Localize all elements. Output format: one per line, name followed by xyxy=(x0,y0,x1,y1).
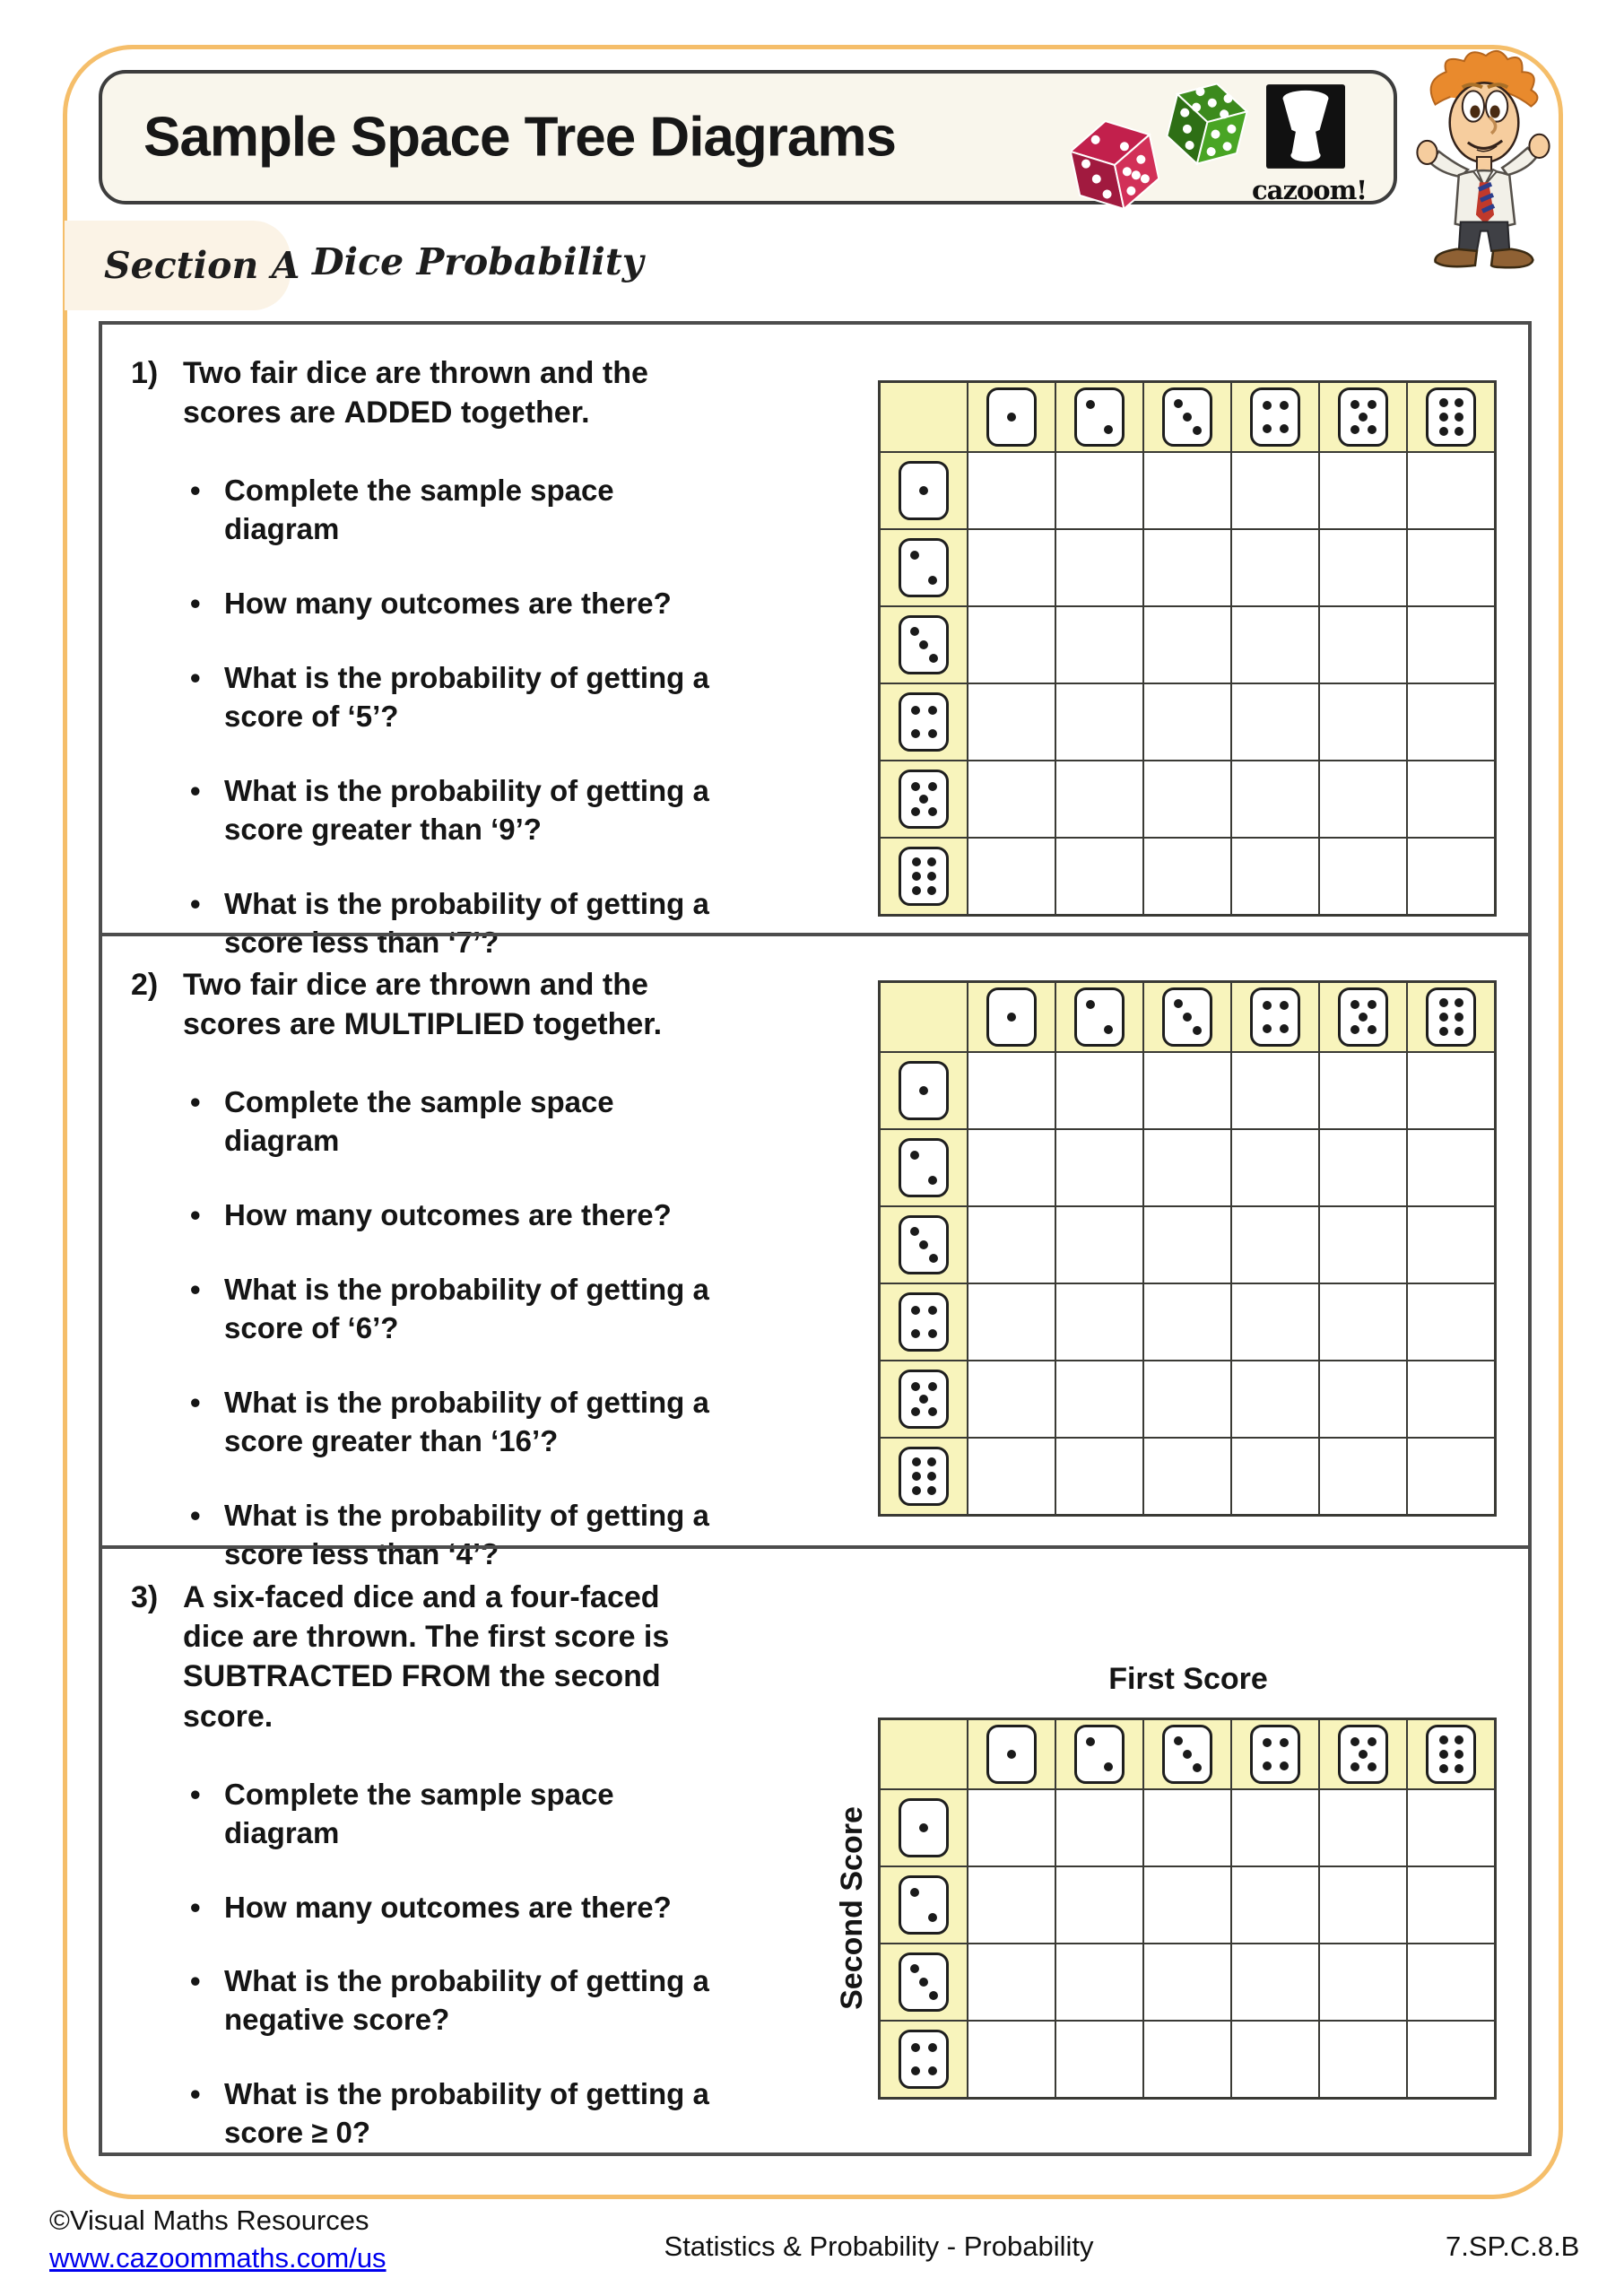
column-header-die-1 xyxy=(968,982,1055,1053)
answer-cell-r2c3[interactable] xyxy=(1143,1866,1231,1944)
answer-cell-r4c4[interactable] xyxy=(1231,1283,1319,1361)
answer-cell-r4c3[interactable] xyxy=(1143,1283,1231,1361)
die-face-3 xyxy=(899,1215,949,1274)
column-header-die-5 xyxy=(1319,382,1407,453)
answer-cell-r1c1[interactable] xyxy=(968,1052,1055,1129)
die-face-1 xyxy=(986,387,1037,447)
answer-cell-r3c3[interactable] xyxy=(1143,1206,1231,1283)
sample-space-grid-3-wrap xyxy=(878,1718,1497,2100)
answer-cell-r4c4[interactable] xyxy=(1231,683,1319,761)
question-bullet: • What is the probability of getting a score greater than ‘9’? xyxy=(224,772,726,849)
answer-cell-r3c4[interactable] xyxy=(1231,1206,1319,1283)
answer-cell-r6c1[interactable] xyxy=(968,838,1055,916)
die-face-1 xyxy=(986,987,1037,1047)
row-header-die-6 xyxy=(880,838,968,916)
answer-cell-r2c5[interactable] xyxy=(1319,1129,1407,1206)
row-header-die-2 xyxy=(880,1866,968,1944)
answer-cell-r4c1[interactable] xyxy=(968,683,1055,761)
row-header-die-4 xyxy=(880,2021,968,2099)
answer-cell-r2c5[interactable] xyxy=(1319,529,1407,606)
question-bullet: • What is the probability of getting a score less than ‘4’? xyxy=(224,1497,726,1574)
answer-cell-r3c1[interactable] xyxy=(968,1206,1055,1283)
die-face-2 xyxy=(899,538,949,597)
answer-cell-r1c6[interactable] xyxy=(1407,1789,1496,1866)
grid-corner-cell xyxy=(880,1719,968,1790)
answer-cell-r6c4[interactable] xyxy=(1231,838,1319,916)
die-face-3 xyxy=(899,1952,949,2012)
answer-cell-r2c1[interactable] xyxy=(968,529,1055,606)
question-number: 2) xyxy=(131,968,159,1002)
column-header-die-4 xyxy=(1231,982,1319,1053)
answer-cell-r4c4[interactable] xyxy=(1231,2021,1319,2099)
die-face-4 xyxy=(899,1292,949,1352)
answer-cell-r5c4[interactable] xyxy=(1231,761,1319,838)
die-face-6 xyxy=(1426,1725,1476,1784)
answer-cell-r2c6[interactable] xyxy=(1407,529,1496,606)
answer-cell-r2c4[interactable] xyxy=(1231,529,1319,606)
row-header-die-1 xyxy=(880,452,968,529)
column-header-die-3 xyxy=(1143,382,1231,453)
die-face-3 xyxy=(1162,987,1212,1047)
die-face-6 xyxy=(899,1447,949,1506)
answer-cell-r5c4[interactable] xyxy=(1231,1361,1319,1438)
row-header-die-1 xyxy=(880,1052,968,1129)
die-face-4 xyxy=(1250,1725,1300,1784)
question-bullet: • Complete the sample space diagram xyxy=(224,1083,726,1161)
answer-cell-r2c6[interactable] xyxy=(1407,1866,1496,1944)
column-header-die-3 xyxy=(1143,982,1231,1053)
answer-cell-r5c5[interactable] xyxy=(1319,1361,1407,1438)
second-score-label: Second Score xyxy=(834,1805,869,2010)
die-face-4 xyxy=(899,692,949,752)
die-face-6 xyxy=(1426,987,1476,1047)
cazoom-logo-text: cazoom! xyxy=(1252,175,1368,205)
question-bullet: • What is the probability of getting a score less than ‘7’? xyxy=(224,885,726,962)
answer-cell-r2c2[interactable] xyxy=(1055,529,1143,606)
answer-cell-r5c2[interactable] xyxy=(1055,761,1143,838)
row-header-die-6 xyxy=(880,1438,968,1516)
answer-cell-r1c4[interactable] xyxy=(1231,1052,1319,1129)
die-face-2 xyxy=(1074,387,1125,447)
answer-cell-r6c4[interactable] xyxy=(1231,1438,1319,1516)
question-1-section xyxy=(102,325,1528,959)
question-3-section xyxy=(102,1545,1528,2152)
question-intro: A six-faced dice and a four-faced dice are thrown. The first score is SUBTRACTED FROM the second score. xyxy=(183,1580,670,1734)
answer-cell-r6c2[interactable] xyxy=(1055,1438,1143,1516)
row-header-die-5 xyxy=(880,1361,968,1438)
answer-cell-r1c1[interactable] xyxy=(968,452,1055,529)
answer-cell-r2c4[interactable] xyxy=(1231,1866,1319,1944)
column-header-die-4 xyxy=(1231,1719,1319,1790)
question-bullets xyxy=(131,1776,723,2152)
footer-topic: Statistics & Probability - Probability xyxy=(664,2231,1094,2262)
die-face-4 xyxy=(1250,387,1300,447)
answer-cell-r3c1[interactable] xyxy=(968,1944,1055,2021)
answer-cell-r2c5[interactable] xyxy=(1319,1866,1407,1944)
column-header-die-1 xyxy=(968,1719,1055,1790)
answer-cell-r4c6[interactable] xyxy=(1407,2021,1496,2099)
column-header-die-1 xyxy=(968,382,1055,453)
section-topic: Dice Probability xyxy=(312,240,644,283)
column-header-die-4 xyxy=(1231,382,1319,453)
answer-cell-r4c1[interactable] xyxy=(968,1283,1055,1361)
die-face-5 xyxy=(1338,387,1388,447)
column-header-die-2 xyxy=(1055,382,1143,453)
question-bullet: • What is the probability of getting a negative score? xyxy=(224,1962,726,2039)
section-label-pill xyxy=(65,221,300,310)
answer-cell-r1c5[interactable] xyxy=(1319,1052,1407,1129)
sample-space-grid-1-wrap xyxy=(878,380,1497,917)
answer-cell-r3c5[interactable] xyxy=(1319,1206,1407,1283)
answer-cell-r2c3[interactable] xyxy=(1143,529,1231,606)
questions-container xyxy=(99,321,1532,2156)
answer-cell-r6c5[interactable] xyxy=(1319,838,1407,916)
row-header-die-3 xyxy=(880,606,968,683)
die-face-4 xyxy=(899,2030,949,2089)
question-3-text xyxy=(131,1578,723,2188)
answer-cell-r3c2[interactable] xyxy=(1055,606,1143,683)
row-header-die-2 xyxy=(880,1129,968,1206)
answer-cell-r6c6[interactable] xyxy=(1407,838,1496,916)
die-face-2 xyxy=(899,1875,949,1935)
answer-cell-r1c2[interactable] xyxy=(1055,452,1143,529)
die-face-6 xyxy=(1426,387,1476,447)
answer-cell-r4c2[interactable] xyxy=(1055,1283,1143,1361)
column-header-die-5 xyxy=(1319,982,1407,1053)
die-face-6 xyxy=(899,847,949,906)
cazoom-logo xyxy=(1252,84,1368,205)
question-bullet: • What is the probability of getting a score of ‘6’? xyxy=(224,1271,726,1348)
answer-cell-r5c3[interactable] xyxy=(1143,761,1231,838)
die-face-1 xyxy=(899,461,949,520)
answer-cell-r2c1[interactable] xyxy=(968,1866,1055,1944)
question-bullet: • What is the probability of getting a score ≥ 0? xyxy=(224,2075,726,2152)
die-face-4 xyxy=(1250,987,1300,1047)
die-face-5 xyxy=(899,1370,949,1429)
die-face-5 xyxy=(899,770,949,829)
red-die-icon xyxy=(1071,113,1163,213)
answer-cell-r4c3[interactable] xyxy=(1143,2021,1231,2099)
footer-copyright: ©Visual Maths Resources xyxy=(49,2205,369,2236)
column-header-die-5 xyxy=(1319,1719,1407,1790)
answer-cell-r2c2[interactable] xyxy=(1055,1866,1143,1944)
answer-cell-r1c6[interactable] xyxy=(1407,452,1496,529)
row-header-die-4 xyxy=(880,683,968,761)
answer-cell-r5c1[interactable] xyxy=(968,761,1055,838)
die-face-1 xyxy=(986,1725,1037,1784)
answer-cell-r1c3[interactable] xyxy=(1143,452,1231,529)
die-face-5 xyxy=(1338,1725,1388,1784)
answer-cell-r4c5[interactable] xyxy=(1319,2021,1407,2099)
die-face-1 xyxy=(899,1061,949,1120)
grid-corner-cell xyxy=(880,382,968,453)
die-face-2 xyxy=(1074,1725,1125,1784)
die-face-1 xyxy=(899,1798,949,1857)
answer-cell-r6c6[interactable] xyxy=(1407,1438,1496,1516)
answer-cell-r6c2[interactable] xyxy=(1055,838,1143,916)
answer-cell-r3c3[interactable] xyxy=(1143,606,1231,683)
answer-cell-r3c6[interactable] xyxy=(1407,1944,1496,2021)
answer-cell-r1c6[interactable] xyxy=(1407,1052,1496,1129)
answer-cell-r5c5[interactable] xyxy=(1319,761,1407,838)
question-bullet: • How many outcomes are there? xyxy=(224,585,726,623)
row-header-die-5 xyxy=(880,761,968,838)
footer-website-link[interactable]: www.cazoommaths.com/us xyxy=(49,2242,386,2274)
column-header-die-3 xyxy=(1143,1719,1231,1790)
answer-cell-r1c4[interactable] xyxy=(1231,452,1319,529)
die-face-2 xyxy=(1074,987,1125,1047)
question-bullet: • How many outcomes are there? xyxy=(224,1196,726,1235)
dice-art xyxy=(1071,79,1259,213)
answer-cell-r4c6[interactable] xyxy=(1407,683,1496,761)
answer-cell-r3c5[interactable] xyxy=(1319,606,1407,683)
question-bullet: • What is the probability of getting a score of ‘5’? xyxy=(224,659,726,736)
question-2-section xyxy=(102,933,1528,1570)
question-bullets xyxy=(131,1083,723,1573)
sample-space-grid-2-wrap xyxy=(878,980,1497,1517)
row-header-die-4 xyxy=(880,1283,968,1361)
column-header-die-6 xyxy=(1407,382,1496,453)
answer-cell-r1c4[interactable] xyxy=(1231,1789,1319,1866)
answer-cell-r1c3[interactable] xyxy=(1143,1052,1231,1129)
row-header-die-3 xyxy=(880,1206,968,1283)
answer-cell-r6c3[interactable] xyxy=(1143,838,1231,916)
column-header-die-2 xyxy=(1055,1719,1143,1790)
answer-cell-r6c3[interactable] xyxy=(1143,1438,1231,1516)
question-number: 1) xyxy=(131,356,159,390)
answer-cell-r1c3[interactable] xyxy=(1143,1789,1231,1866)
die-face-3 xyxy=(899,615,949,674)
question-intro: Two fair dice are thrown and the scores are ADDED together. xyxy=(183,356,648,430)
question-1-text xyxy=(131,353,723,997)
answer-cell-r1c2[interactable] xyxy=(1055,1789,1143,1866)
column-header-die-6 xyxy=(1407,1719,1496,1790)
answer-cell-r3c3[interactable] xyxy=(1143,1944,1231,2021)
section-label: Section A xyxy=(104,244,300,287)
answer-cell-r4c2[interactable] xyxy=(1055,2021,1143,2099)
answer-cell-r5c1[interactable] xyxy=(968,1361,1055,1438)
die-face-2 xyxy=(899,1138,949,1197)
answer-cell-r4c5[interactable] xyxy=(1319,1283,1407,1361)
green-die-icon xyxy=(1162,79,1252,172)
row-header-die-3 xyxy=(880,1944,968,2021)
answer-cell-r1c2[interactable] xyxy=(1055,1052,1143,1129)
answer-cell-r2c1[interactable] xyxy=(968,1129,1055,1206)
question-2-text xyxy=(131,965,723,1609)
question-bullet: • Complete the sample space diagram xyxy=(224,472,726,549)
page-title: Sample Space Tree Diagrams xyxy=(143,106,897,169)
answer-cell-r2c3[interactable] xyxy=(1143,1129,1231,1206)
row-header-die-1 xyxy=(880,1789,968,1866)
sample-space-grid-2 xyxy=(878,980,1497,1517)
question-number: 3) xyxy=(131,1580,159,1614)
drum-icon xyxy=(1266,84,1345,169)
sample-space-grid-1 xyxy=(878,380,1497,917)
answer-cell-r3c5[interactable] xyxy=(1319,1944,1407,2021)
answer-cell-r4c6[interactable] xyxy=(1407,1283,1496,1361)
column-header-die-6 xyxy=(1407,982,1496,1053)
die-face-5 xyxy=(1338,987,1388,1047)
answer-cell-r3c1[interactable] xyxy=(968,606,1055,683)
question-bullets xyxy=(131,472,723,961)
grid-corner-cell xyxy=(880,982,968,1053)
mascot-character xyxy=(1415,47,1551,273)
answer-cell-r4c3[interactable] xyxy=(1143,683,1231,761)
answer-cell-r4c5[interactable] xyxy=(1319,683,1407,761)
answer-cell-r3c2[interactable] xyxy=(1055,1206,1143,1283)
die-face-3 xyxy=(1162,1725,1212,1784)
answer-cell-r3c2[interactable] xyxy=(1055,1944,1143,2021)
question-bullet: • What is the probability of getting a score greater than ‘16’? xyxy=(224,1384,726,1461)
column-header-die-2 xyxy=(1055,982,1143,1053)
answer-cell-r2c4[interactable] xyxy=(1231,1129,1319,1206)
answer-cell-r1c5[interactable] xyxy=(1319,1789,1407,1866)
answer-cell-r5c6[interactable] xyxy=(1407,1361,1496,1438)
answer-cell-r2c2[interactable] xyxy=(1055,1129,1143,1206)
answer-cell-r5c3[interactable] xyxy=(1143,1361,1231,1438)
first-score-label: First Score xyxy=(1108,1662,1268,1696)
row-header-die-2 xyxy=(880,529,968,606)
title-banner xyxy=(99,70,1397,204)
answer-cell-r6c5[interactable] xyxy=(1319,1438,1407,1516)
sample-space-grid-3 xyxy=(878,1718,1497,2100)
answer-cell-r6c1[interactable] xyxy=(968,1438,1055,1516)
die-face-3 xyxy=(1162,387,1212,447)
answer-cell-r5c2[interactable] xyxy=(1055,1361,1143,1438)
question-bullet: • How many outcomes are there? xyxy=(224,1889,726,1927)
answer-cell-r2c6[interactable] xyxy=(1407,1129,1496,1206)
answer-cell-r5c6[interactable] xyxy=(1407,761,1496,838)
question-bullet: • Complete the sample space diagram xyxy=(224,1776,726,1853)
answer-cell-r3c4[interactable] xyxy=(1231,606,1319,683)
question-intro: Two fair dice are thrown and the scores are MULTIPLIED together. xyxy=(183,968,663,1042)
answer-cell-r1c1[interactable] xyxy=(968,1789,1055,1866)
answer-cell-r1c5[interactable] xyxy=(1319,452,1407,529)
answer-cell-r3c6[interactable] xyxy=(1407,1206,1496,1283)
answer-cell-r4c2[interactable] xyxy=(1055,683,1143,761)
answer-cell-r4c1[interactable] xyxy=(968,2021,1055,2099)
answer-cell-r3c6[interactable] xyxy=(1407,606,1496,683)
footer-standard-code: 7.SP.C.8.B xyxy=(1446,2231,1580,2262)
answer-cell-r3c4[interactable] xyxy=(1231,1944,1319,2021)
